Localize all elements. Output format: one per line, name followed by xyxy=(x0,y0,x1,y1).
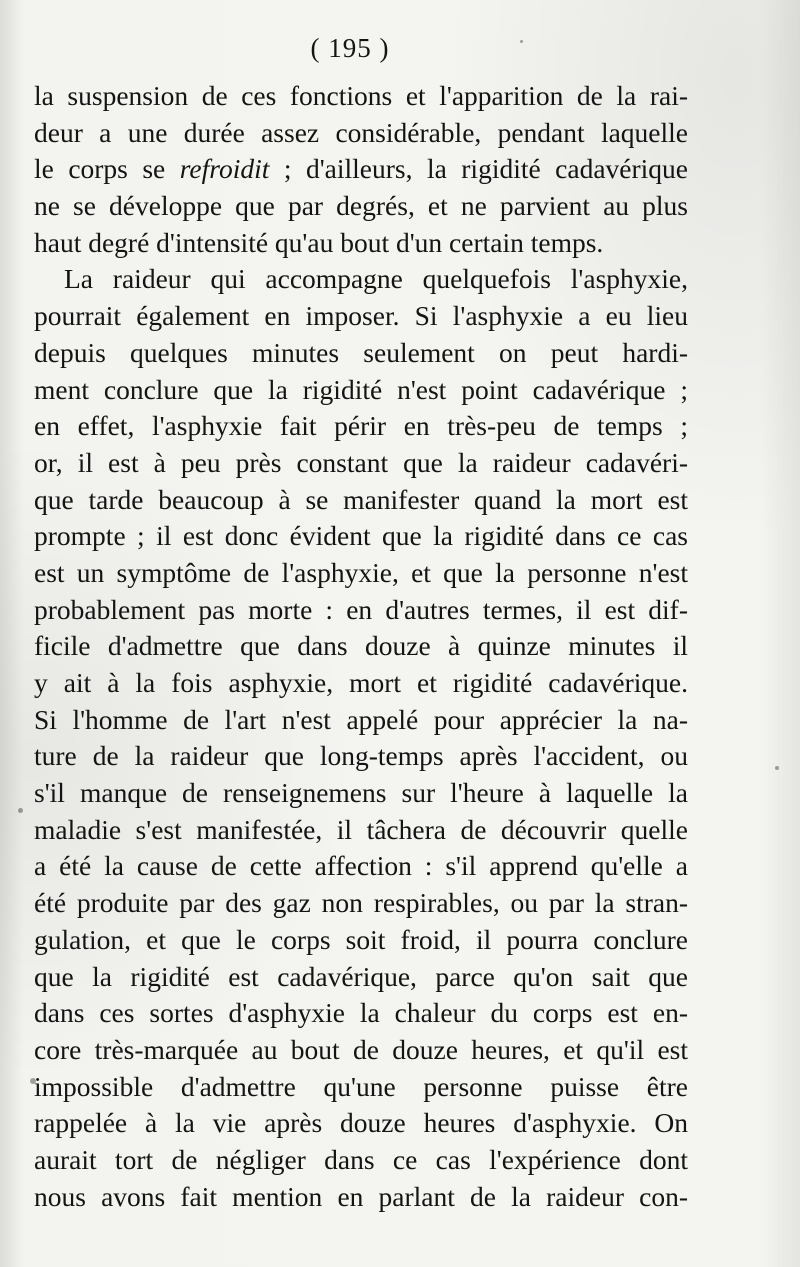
text-line: gulation, et que le corps soit froid, il pourra conclure xyxy=(34,923,688,955)
text-line: haut degré d'intensité qu'au bout d'un certain temps. xyxy=(34,226,604,258)
italic-word: refroidit xyxy=(179,153,270,185)
text-line: que tarde beaucoup à se manifester quand la mort est xyxy=(34,483,688,515)
paper-speck xyxy=(18,808,23,813)
paper-speck xyxy=(520,40,523,43)
text-line: y ait à la fois asphyxie, mort et rigidité cadavérique. xyxy=(34,667,688,698)
page-body-text xyxy=(34,78,688,1215)
text-line: aurait tort de négliger dans ce cas l'expérience dont xyxy=(34,1143,688,1175)
text-line: deur a une durée assez considérable, pendant laquelle xyxy=(34,116,688,148)
text-line: pourrait également en imposer. Si l'asphyxie a eu lieu xyxy=(34,300,688,332)
text-line xyxy=(34,151,688,188)
text-line: a été la cause de cette affection : s'il apprend qu'elle a xyxy=(34,850,688,882)
text-line: en effet, l'asphyxie fait périr en très-peu de temps ; xyxy=(34,410,688,442)
text-line: été produite par des gaz non respirables, ou par la stran- xyxy=(34,887,688,919)
text-line: nous avons fait mention en parlant de la raideur con- xyxy=(34,1180,688,1212)
text-line-start: le corps se xyxy=(34,153,180,185)
paper-speck xyxy=(30,1078,36,1084)
text-line: ment conclure que la rigidité n'est point cadavérique ; xyxy=(34,373,688,405)
text-line: depuis quelques minutes seulement on peut hardi- xyxy=(34,336,688,368)
paper-speck xyxy=(775,766,779,770)
text-line: core très-marquée au bout de douze heures, et qu'il est xyxy=(34,1033,688,1065)
text-line: prompte ; il est donc évident que la rigidité dans ce cas xyxy=(34,520,688,552)
paragraph-first-line: La raideur qui accompagne quelquefois l'asphyxie, xyxy=(64,263,688,295)
text-line: ture de la raideur que long-temps après l'accident, ou xyxy=(34,740,688,772)
text-line: rappelée à la vie après douze heures d'asphyxie. On xyxy=(34,1107,688,1139)
text-line: Si l'homme de l'art n'est appelé pour apprécier la na- xyxy=(34,703,688,735)
text-line-end: ; d'ailleurs, la rigidité cadavérique xyxy=(269,153,688,185)
page-number: ( 195 ) xyxy=(310,33,390,63)
text-line: maladie s'est manifestée, il tâchera de découvrir quelle xyxy=(34,813,688,845)
text-line: est un symptôme de l'asphyxie, et que la personne n'est xyxy=(34,556,688,588)
text-line: ne se développe que par degrés, et ne parvient au plus xyxy=(34,190,688,222)
text-line: ficile d'admettre que dans douze à quinze minutes il xyxy=(34,630,688,662)
text-line: la suspension de ces fonctions et l'apparition de la rai- xyxy=(34,80,688,111)
text-line: s'il manque de renseignemens sur l'heure à laquelle la xyxy=(34,777,688,809)
text-line: or, il est à peu près constant que la raideur cadavéri- xyxy=(34,446,688,478)
text-line: impossible d'admettre qu'une personne puisse être xyxy=(34,1070,688,1102)
text-line: probablement pas morte : en d'autres termes, il est dif- xyxy=(34,593,688,625)
text-line: dans ces sortes d'asphyxie la chaleur du corps est en- xyxy=(34,997,688,1029)
text-line: que la rigidité est cadavérique, parce qu'on sait que xyxy=(34,960,688,992)
